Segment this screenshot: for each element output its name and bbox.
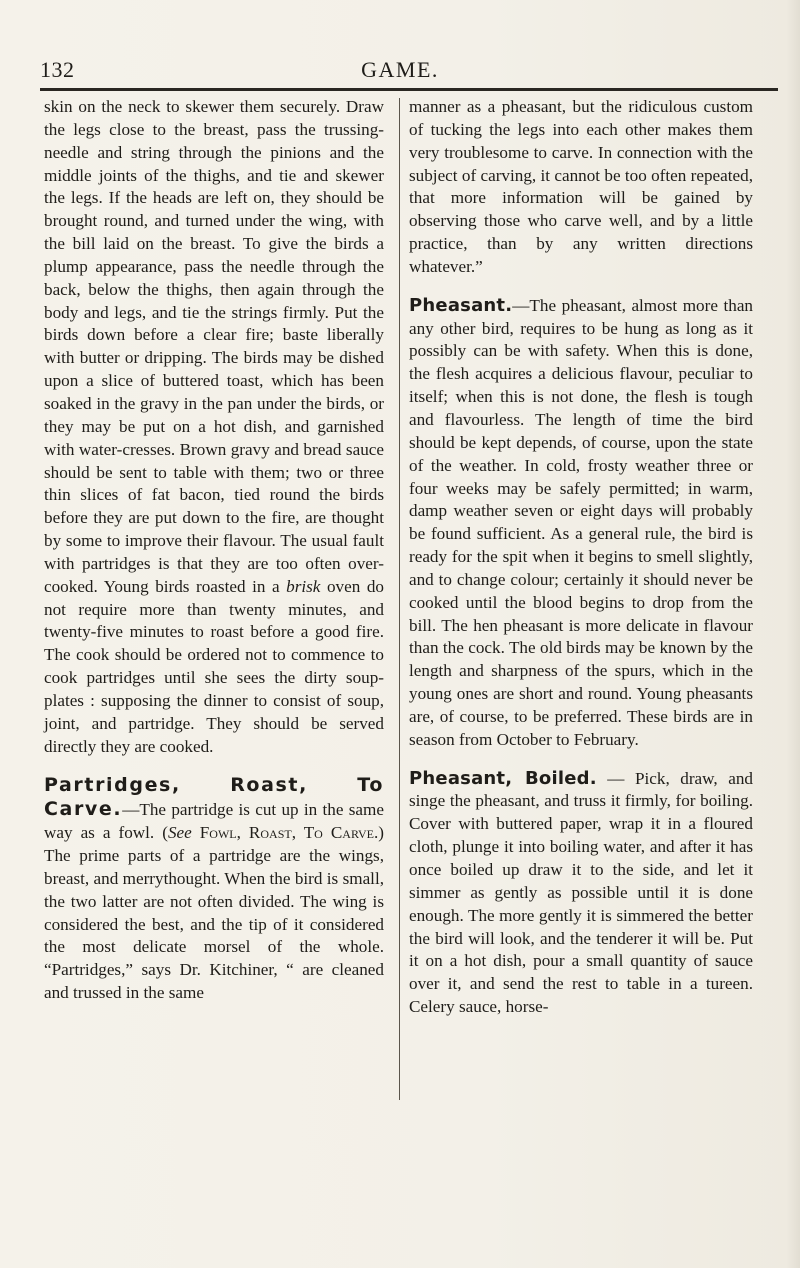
see-reference: See (167, 823, 192, 843)
entry-title: Partridges, Roast, To Carve. (44, 774, 384, 821)
entry-pheasant (409, 295, 753, 752)
left-column (44, 96, 384, 1005)
entry-body: — Pick, draw, and singe the pheasant, and truss it firmly, for boiling. Cover with buttered paper, wrap it in a floured cloth, plunge it into boiling water, and after it has once boiled up draw it to the side, and let it simmer as gently as possible until it is done enough. The more gently it is simmered the better the bird will look, and the tenderer it will be. Put it on a hot dish, pour a small quantity of sauce over it, and send the rest to table in a tureen. Celery sauce, horse- (409, 768, 753, 1017)
entry-body: —The pheasant, almost more than any other bird, requires to be hung as long as it possibly can be with safety. When this is done, the flesh acquires a delicious flavour, peculiar to itself; when this is not done, the flesh is tough and flavourless. The length of time the bird should be kept depends, of course, upon the state of the weather. In cold, frosty weather three or four weeks may be safely permitted; in warm, damp weather seven or eight days will probably be found sufficient. As a general rule, the bird is ready for the spit when it begins to smell slightly, and to change colour; certainly it should never be cooked until the blood begins to drop from the bill. The hen pheasant is more delicate in flavour than the cock. The old birds may be known by the length and sharpness of the spurs, which in the young ones are short and round. Young pheasants are, of course, to be preferred. These birds are in season from October to February. (409, 295, 753, 749)
page-number: 132 (40, 57, 75, 82)
running-head: GAME. (361, 57, 439, 82)
entry-pheasant-boiled (409, 768, 753, 1019)
column-divider (399, 98, 400, 1100)
italic-word: brisk (286, 576, 321, 596)
entry-body-continued: ) The prime parts of a partridge are the wings, breast, and merrythought. When the bird is small, the two latter are not often divided. The wing is considered the best, and the tip of it considered the most delicate morsel of the whole. “Partridges,” says Dr. Kitchiner, “ are cleaned and trussed in the same (44, 823, 384, 1003)
entry-body: —The partridge is cut up in the same way as a fowl. ( (44, 800, 384, 843)
paragraph-text: skin on the neck to skewer them securely. Draw the legs close to the breast, pass the trussing-needle and string through the pinions and the middle joints of the thighs, and tie and skewer the legs. If the heads are left on, they should be brought round, and turned under the wing, with the bill laid on the breast. To give the birds a plump appearance, pass the needle through the back, below the thighs, then again through the body and legs, and tie the strings firmly. Put the birds down before a clear fire; baste liberally with butter or dripping. The birds may be dished upon a slice of buttered toast, which has been soaked in the gravy in the pan under the birds, or they may be put on a hot dish, and garnished with water-cresses. Brown gravy and bread sauce should be sent to table with them; two or three thin slices of fat bacon, tied round the birds before they are put down to the fire, are thought by some to improve their flavour. The usual fault with partridges is that they are too often over-cooked. Young birds roasted in a (44, 97, 384, 596)
entry-title: Pheasant. (409, 294, 513, 316)
paragraph (409, 96, 753, 279)
paragraph-text: manner as a pheasant, but the ridiculous custom of tucking the legs into each other makes them very troublesome to carve. In connection with the subject of carving, it cannot be too often repeated, that more information will be gained by observing those who carve well, and by a little practice, than by any written directions whatever.” (409, 97, 753, 276)
page-edge-shadow (786, 0, 800, 1268)
entry-title: Pheasant, Boiled. (409, 767, 597, 789)
header-rule (40, 88, 778, 91)
right-column (409, 96, 753, 1019)
paragraph-text-end: oven do not require more than twenty minutes, and twenty-five minutes to roast before a good fire. The cook should be ordered not to commence to cook partridges until she sees the dirty soup-plates : supposing the dinner to consist of soup, joint, and partridge. They should be served directly they are cooked. (44, 576, 384, 756)
page-header (40, 57, 760, 91)
entry-partridges-roast-carve (44, 774, 384, 1004)
cross-reference: Fowl, Roast, To Carve. (191, 823, 379, 843)
paragraph (44, 96, 384, 758)
